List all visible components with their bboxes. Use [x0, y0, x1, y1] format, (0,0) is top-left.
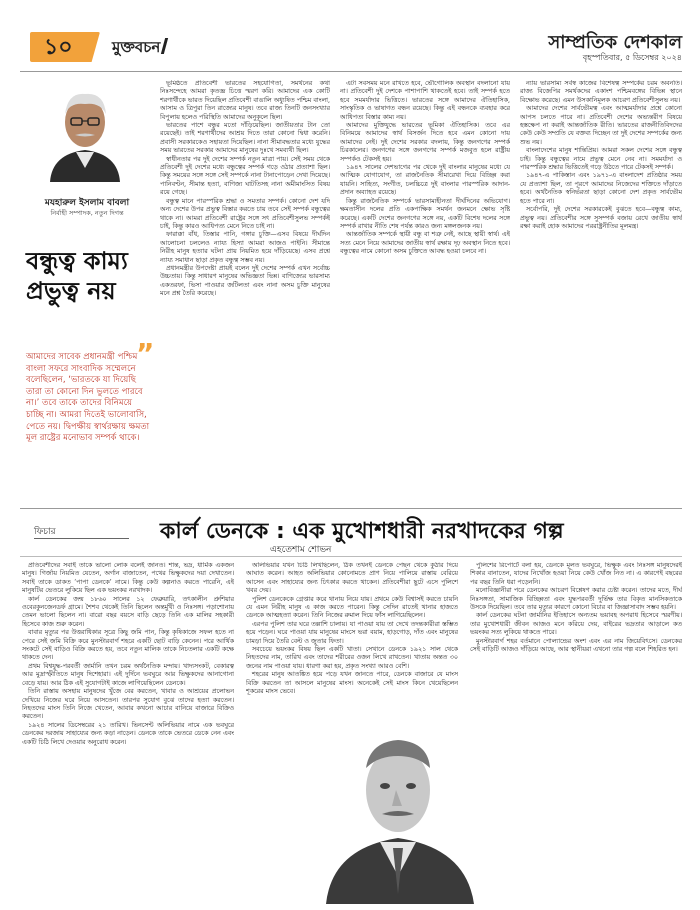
- paragraph: ফারাক্কা বাঁধ, তিস্তার পানি, গঙ্গার চুক্তি—এসব বিষয়ে দীর্ঘদিন আলোচনা চললেও ন্যায্য হিস্যা আমরা আজও পাইনি। সীমান্তে নিরীহ মানুষ হত্যার ঘটনা প্রায় নিয়মিত হয়ে দাঁড়িয়েছে। এসব প্রশ্নে ন্যায্য সমাধান ছাড়া প্রকৃত বন্ধুত্ব সম্ভব নয়।: [160, 231, 330, 264]
- paragraph: প্রতিবেশীদের সবাই তাকে ভালো লোক বলেই জানত। শান্ত, ভদ্র, ধার্মিক একজন মানুষ। গির্জায় নিয়মিত যেতেন, অর্গান বাজাতেন, পথের ভিক্ষুকদের দয়া দেখাতেন। সবাই তাকে ডাকত ‘পাপা ডেনকে’ নামে। কিন্তু কেউ কল্পনাও করতে পারেনি, এই মানুষটির ভেতরে লুকিয়ে ছিল এক ভয়ংকর নরখাদক।: [22, 562, 234, 595]
- paragraph: মনোবিজ্ঞানীরা পরে ডেনকের আচরণ বিশ্লেষণ করার চেষ্টা করেন। তাদের মতে, দীর্ঘ নিঃসঙ্গতা, সামাজিক বিচ্ছিন্নতা এবং যুদ্ধপরবর্তী দুর্ভিক্ষ তার বিকৃত মানসিকতাকে উসকে দিয়েছিল। তবে তার মৃত্যুর কারণে কোনো বিচার বা জিজ্ঞাসাবাদ সম্ভব হয়নি।: [470, 587, 682, 612]
- feature-rule: [20, 556, 682, 557]
- paragraph: ভারতের পাশে বন্ধুর মতো দাঁড়িয়েছিল। জাতীয়তার টান তো রয়েছেই। তাই শরণার্থীদের আশ্রয় দিতে তারা কোনো দ্বিধা করেনি। প্রবাসী সরকারকেও সহায়তা দিয়েছিল। নানা সীমাবদ্ধতার মধ্যে যুদ্ধের সময় ভারতের সরকার আমাদের মানুষের দুঃখে সমব্যথী ছিল।: [160, 122, 330, 155]
- upper-column-2: [340, 80, 510, 500]
- paragraph: আমাদের মুক্তিযুদ্ধে ভারতের ভূমিকা ঐতিহাসিক। তবে এর বিনিময়ে আমাদের স্বার্থ বিসর্জন দিতে হবে এমন কোনো দায় আমাদের নেই। দুই দেশের সরকার বদলায়, কিন্তু জনগণের সম্পর্ক চিরকালের। জনগণের সঙ্গে জনগণের সম্পর্ক মজবুত হলে রাষ্ট্রীয় সম্পর্কও টেকসই হয়।: [340, 122, 510, 163]
- paragraph: ন্যায় ভারসাম্য সর্বস্ব কাজের বিশেষত্ব সম্পর্কের চরম অবনতি। রাজ্য বিজেপির সমর্থকদের একাংশ পশ্চিমবঙ্গের বিভিন্ন স্থানে বিক্ষোভ করেছে। এমন উসকানিমূলক আচরণ প্রতিবেশীসুলভ নয়।: [520, 80, 682, 104]
- pull-quote-text: আমাদের সাবেক প্রধানমন্ত্রী পশ্চিম বাংলা সফরে সাংবাদিক সম্মেলনে বলেছিলেন, ‘ভারতকে যা দিয়েছি তারা তা কোনো দিন ভুলতে পারবে না।’ তবে তাকে তাদের বিনিময়ে চাচ্ছি না। আমরা দিতেই ভালোবাসি, পেতে নয়। দ্বিপক্ষীয় স্বার্থরক্ষায় ক্ষমতা মূল রাষ্ট্রের মনোভাব সম্পর্ক থাকে।: [26, 352, 150, 444]
- upper-column-3: [520, 80, 682, 500]
- paragraph: প্রধানমন্ত্রীর উপদেষ্টা প্রায়ই বলেন দুই দেশের সম্পর্ক এখন সর্বোচ্চ উচ্চতায়। কিন্তু সাধারণ মানুষের অভিজ্ঞতা ভিন্ন। বাণিজ্যের ভারসাম্য একতরফা, ভিসা পাওয়ার জটিলতা এবং নানা অসম চুক্তি মানুষের মনে প্রশ্ন তৈরি করেছে।: [160, 264, 330, 298]
- paragraph: বাংলাদেশের মানুষ শান্তিপ্রিয়। আমরা সকল দেশের সঙ্গে বন্ধুত্ব চাই। কিন্তু বন্ধুত্বের নামে প্রভুত্ব মেনে নেব না। সমমর্যাদা ও পারস্পরিক শ্রদ্ধার ভিত্তিতেই গড়ে উঠতে পারে টেকসই সম্পর্ক।: [520, 147, 682, 172]
- paragraph: তিনি রাস্তায় অসহায় মানুষদের খুঁজে বের করতেন, খাবার ও আশ্রয়ের প্রলোভন দেখিয়ে নিজের ঘরে নিয়ে আসতেন। তারপর সুযোগ বুঝে তাদের হত্যা করতেন। নিহতদের মাংস তিনি নিজে খেতেন, আবার কখনো আচার বানিয়ে বাজারে বিক্রিও করতেন।: [22, 688, 234, 721]
- feature-photo: [318, 698, 480, 904]
- paragraph: এটা সবসময় মনে রাখতে হবে, ভৌগোলিক অবস্থান বদলানো যায় না। প্রতিবেশী দুই দেশকে পাশাপাশি থাকতেই হবে। তাই সম্পর্ক হতে হবে সমমর্যাদার ভিত্তিতে। ভারতের সঙ্গে আমাদের ঐতিহাসিক, সাংস্কৃতিক ও ভাষাগত বন্ধন রয়েছে। কিন্তু এই বন্ধনকে ব্যবহার করে আধিপত্য বিস্তার কাম্য নয়।: [340, 80, 510, 121]
- feature-column-1: [22, 562, 234, 902]
- pen-icon: [161, 38, 175, 54]
- paragraph: আন্তর্জাতিক সম্পর্কে স্থায়ী বন্ধু বা শত্রু নেই, আছে স্থায়ী স্বার্থ। এই সত্য মেনে নিয়ে আমাদের জাতীয় স্বার্থ রক্ষায় দৃঢ় অবস্থান নিতে হবে। বন্ধুত্বের নামে কোনো অসম চুক্তিতে আবদ্ধ হওয়া চলবে না।: [340, 231, 510, 256]
- feature-column-3: [470, 562, 682, 902]
- paragraph: সর্বোপরি, দুই দেশের সরকারকেই বুঝতে হবে—বন্ধুত্ব কাম্য, প্রভুত্ব নয়। প্রতিবেশীর সঙ্গে সুসম্পর্ক বজায় রেখে জাতীয় স্বার্থ রক্ষা করাই হোক আমাদের পররাষ্ট্রনীতির মূলমন্ত্র।: [520, 206, 682, 230]
- section-label-text: মুক্তবচন: [112, 38, 161, 56]
- pull-quote: [26, 337, 155, 445]
- paragraph: সবচেয়ে ভয়ংকর বিষয় ছিল একটি খাতা। সেখানে ডেনকে ১৯২১ সাল থেকে নিহতদের নাম, তারিখ এবং তাদের শরীরের ওজন লিখে রাখতেন। খাতায় অন্তত ৩০ জনের নাম পাওয়া যায়। ধারণা করা হয়, প্রকৃত সংখ্যা আরও বেশি।: [246, 646, 458, 670]
- upper-column-1: [160, 80, 330, 500]
- author-name: মযহারুল ইসলাম বাবলা: [44, 198, 130, 208]
- author-photo: [40, 82, 130, 182]
- paper-date: বৃহস্পতিবার, ৫ ডিসেম্বর ২০২৪: [582, 53, 682, 62]
- paper-name: সাম্প্রতিক দেশকাল: [548, 32, 682, 53]
- paragraph: এরপর পুলিশ তার ঘরে তল্লাশি চালায়। যা পাওয়া যায় তা দেখে তদন্তকারীরা স্তম্ভিত হয়ে পড়েন। ঘরে পাওয়া যায় মানুষের মাংসে ভরা বয়াম, হাড়গোড়, দাঁত এবং মানুষের চামড়া দিয়ে তৈরি বেল্ট ও জুতার ফিতা।: [246, 620, 458, 645]
- paragraph: মুনস্টারবার্গ শহর বর্তমানে পোল্যান্ডের অংশ এবং এর নাম জিয়েবিৎসে। ডেনকের সেই বাড়িটি আজও দাঁড়িয়ে আছে, আর স্থানীয়রা এখনো তার গল্প বলে শিহরিত হন।: [470, 637, 682, 654]
- paragraph: বাবার মৃত্যুর পর উত্তরাধিকার সূত্রে কিছু জমি পান, কিন্তু কৃষিকাজে সফল হতে না পেরে সেই জমি বিক্রি করে মুনস্টারবার্গ শহরে একটি ছোট বাড়ি কেনেন। পরে আর্থিক সংকটে সেই বাড়িও বিক্রি করতে হয়, তবে নতুন মালিক তাকে নিচতলার একটি কক্ষে থাকতে দেন।: [22, 629, 234, 662]
- paragraph: অলিভিয়ার যখন চিঠি লিখছিলেন, ঠিক তখনই ডেনকে পেছন থেকে কুঠার দিয়ে আঘাত করেন। আহত অলিভিয়ার কোনোমতে প্রাণ নিয়ে পালিয়ে রাস্তায় বেরিয়ে আসেন এবং সাহায্যের জন্য চিৎকার করতে থাকেন। প্রতিবেশীরা ছুটে এসে পুলিশে খবর দেয়।: [246, 562, 458, 595]
- paragraph: পুলিশ ডেনকেকে গ্রেপ্তার করে থানায় নিয়ে যায়। প্রথমে কেউ বিশ্বাসই করতে চায়নি যে এমন নিরীহ মানুষ এ কাজ করতে পারেন। কিন্তু সেদিন রাতেই থানার হাজতে ডেনকে আত্মহত্যা করেন। তিনি নিজের রুমাল দিয়ে ফাঁস লাগিয়েছিলেন।: [246, 595, 458, 620]
- page-number: ১০: [44, 35, 73, 60]
- paragraph: আমাদের দেশের সার্বভৌমত্ব এবং আত্মমর্যাদার প্রশ্নে কোনো আপস চলতে পারে না। প্রতিবেশী দেশের অভ্যন্তরীণ বিষয়ে হস্তক্ষেপ না করাই আন্তর্জাতিক রীতি। ভারতের রাজনীতিবিদদের কেউ কেউ সম্প্রতি যে বক্তব্য দিচ্ছেন তা দুই দেশের সম্পর্কের জন্য শুভ নয়।: [520, 105, 682, 146]
- author-role: নির্বাহী সম্পাদক, নতুন দিগন্ত: [50, 209, 124, 217]
- paragraph: কার্ল ডেনকের জন্ম ১৮৬০ সালের ১২ ফেব্রুয়ারি, তৎকালীন প্রুশিয়ার ওবেরকুনজেনডর্ফ গ্রামে। শৈশব থেকেই তিনি ছিলেন অন্তর্মুখী ও নিঃসঙ্গ। পড়াশোনায় তেমন ভালো ছিলেন না। বারো বছর বয়সে বাড়ি ছেড়ে তিনি এক মালির সহকারী হিসেবে কাজ শুরু করেন।: [22, 595, 234, 628]
- feature-kicker: ফিচার: [34, 527, 56, 537]
- feature-byline: এহতেশাম শোভন: [270, 545, 332, 555]
- section-label: [112, 36, 173, 61]
- paragraph: ১৯৪৭ সালের দেশভাগের পর থেকে দুই বাংলার মানুষের মধ্যে যে আত্মিক যোগাযোগ, তা রাজনৈতিক সীমারেখা দিয়ে বিচ্ছিন্ন করা যায়নি। সাহিত্য, সংগীত, চলচ্চিত্রে দুই বাংলার পারস্পরিক আদান-প্রদান অব্যাহত রয়েছে।: [340, 164, 510, 197]
- upper-headline: বন্ধুত্ব কাম্য প্রভুত্ব নয়: [26, 247, 128, 305]
- paragraph: পুলিশের রিপোর্টে বলা হয়, ডেনকে মূলত ভবঘুরে, ভিক্ষুক এবং নিঃসঙ্গ মানুষদেরই শিকার বানাতেন, যাদের নিখোঁজ হওয়া নিয়ে কেউ খোঁজ নিত না। এ কারণেই বছরের পর বছর তিনি ধরা পড়েননি।: [470, 562, 682, 586]
- paragraph: ১৯৪৭-এ পাকিস্তান এবং ১৯৭১-এ বাংলাদেশ প্রতিষ্ঠার সময় যে প্রত্যাশা ছিল, তা পূরণে আমাদের নিজেদের শক্তিতে দাঁড়াতে হবে। অর্থনৈতিক স্বনির্ভরতা ছাড়া কোনো দেশ প্রকৃত সার্বভৌম হতে পারে না।: [520, 172, 682, 205]
- page-header: [20, 28, 682, 68]
- paragraph: কার্ল ডেনকের ঘটনা জার্মানির ইতিহাসে অন্যতম ভয়াবহ অপরাধ হিসেবে স্মরণীয়। তার মুখোশধারী জীবন আজও মনে করিয়ে দেয়, বাইরের ভদ্রতার আড়ালে কত ভয়ংকর সত্য লুকিয়ে থাকতে পারে।: [470, 612, 682, 637]
- kicker-rule: [34, 538, 129, 539]
- header-rule: [20, 71, 682, 72]
- paragraph: শহরের মানুষ আতঙ্কিত হয়ে পড়ে যখন জানতে পারে, ডেনকে বাজারে যে মাংস বিক্রি করতেন তা আসলে মানুষের মাংস। অনেকেই সেই মাংস কিনে খেয়েছিলেন শূকরের মাংস ভেবে।: [246, 671, 458, 696]
- section-separator: [20, 508, 682, 509]
- feature-headline: কার্ল ডেনকে : এক মুখোশধারী নরখাদকের গল্প: [160, 519, 564, 544]
- quote-mark-icon: ”: [136, 337, 155, 370]
- paragraph: স্বাধীনতার পর দুই দেশের সম্পর্ক নতুন মাত্রা পায়। সেই সময় থেকে প্রতিবেশী দুই দেশের মধ্যে বন্ধুত্বের সম্পর্ক গড়ে ওঠার প্রত্যাশা ছিল। কিন্তু সময়ের সঙ্গে সঙ্গে সেই সম্পর্কে নানা টানাপোড়েন দেখা দিয়েছে। পানিবণ্টন, সীমান্ত হত্যা, বাণিজ্য ঘাটতিসহ নানা অমীমাংসিত বিষয় রয়ে গেছে।: [160, 155, 330, 197]
- paragraph: প্রথম বিশ্বযুদ্ধ-পরবর্তী জার্মানি তখন চরম অর্থনৈতিক মন্দায়। খাদ্যসংকট, বেকারত্ব আর মুদ্রাস্ফীতিতে মানুষ দিশেহারা। এই দুর্দিনে ভবঘুরে আর ভিক্ষুকদের আনাগোনা বেড়ে যায়। আর ঠিক এই সুযোগটাই কাজে লাগিয়েছিলেন ডেনকে।: [22, 662, 234, 687]
- paragraph: ১৯২৪ সালের ডিসেম্বরের ২১ তারিখ। ভিনসেন্ট অলিভিয়ার নামে এক ভবঘুরে ডেনকের দরজায় সাহায্যের জন্য কড়া নাড়েন। ডেনকে তাকে ভেতরে ডেকে নেন এবং একটি চিঠি লিখে দেওয়ার অনুরোধ করেন।: [22, 721, 234, 746]
- paragraph: ভূমিষ্ঠতে প্রতিবেশী ভারতের সহযোগিতা, সমর্থনের কথা নিঃসন্দেহে আমরা কৃতজ্ঞ চিত্তে স্মরণ করি। আমাদের এক কোটি শরণার্থীকে ভারত দিয়েছিল প্রতিবেশী বাঙালি অধ্যুষিত পশ্চিম বাংলা, আসাম ও ত্রিপুরা তিন রাজ্যের মানুষ। তবে রাজ্য তিনটি জনসংখ্যার বিপুলায় হলেও পরিস্থিতি আমাদের অনুকূলে ছিল।: [160, 80, 330, 121]
- paragraph: বন্ধুত্ব মানে পারস্পরিক শ্রদ্ধা ও সমতার সম্পর্ক। কোনো দেশ যদি অন্য দেশের উপর প্রভুত্ব বিস্তার করতে চায় তবে সেই সম্পর্ক বন্ধুত্বের থাকে না। আমরা প্রতিবেশী রাষ্ট্রের সঙ্গে সৎ প্রতিবেশীসুলভ সম্পর্কই চাই, কিন্তু কারও আধিপত্য মেনে নিতে চাই না।: [160, 197, 330, 230]
- paragraph: কিন্তু রাজনৈতিক সম্পর্কে ভারসাম্যহীনতা দীর্ঘদিনের অভিযোগ। ক্ষমতাসীন দলের প্রতি একপাক্ষিক সমর্থন জনমনে ক্ষোভ সৃষ্টি করেছে। একটি দেশের জনগণের সঙ্গে নয়, একটি বিশেষ দলের সঙ্গে সম্পর্ক রাখার নীতি শেষ পর্যন্ত কারও জন্য মঙ্গলজনক নয়।: [340, 197, 510, 230]
